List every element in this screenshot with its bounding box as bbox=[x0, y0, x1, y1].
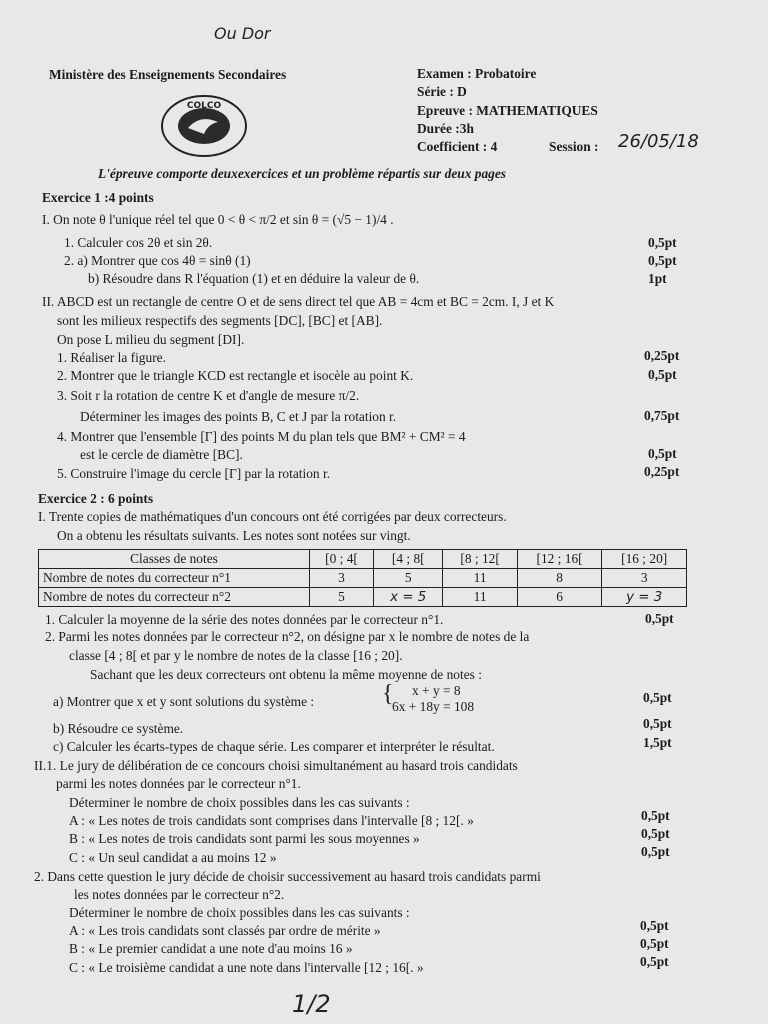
ex2-qb: b) Résoudre ce système. bbox=[53, 721, 184, 736]
ex1-p4a: 4. Montrer que l'ensemble [Γ] des points M du plan tels que BM² + CM² = 4 bbox=[57, 429, 466, 444]
ex1-p1: 1. Réaliser la figure. bbox=[57, 350, 166, 365]
ex1-q1-points: 0,5pt bbox=[648, 235, 677, 250]
ex1-q2b: b) Résoudre dans R l'équation (1) et en déduire la valeur de θ. bbox=[88, 271, 420, 286]
system-brace: { bbox=[382, 681, 394, 707]
ex1-p4-points: 0,5pt bbox=[648, 446, 677, 461]
ex2-A2: A : « Les trois candidats sont classés par ordre de mérite » bbox=[69, 923, 381, 938]
ministry-title: Ministère des Enseignements Secondaires bbox=[49, 67, 287, 82]
table-cell: 11 bbox=[443, 569, 517, 588]
ex1-p2: 2. Montrer que le triangle KCD est rectangle et isocèle au point K. bbox=[57, 368, 414, 383]
session-label: Session : bbox=[549, 139, 599, 154]
colco-logo bbox=[160, 94, 248, 158]
ex2-B2: B : « Le premier candidat a une note d'au moins 16 » bbox=[69, 941, 353, 956]
table-cell: Nombre de notes du correcteur n°2 bbox=[39, 588, 310, 607]
ex2-q2-line2: classe [4 ; 8[ et par y le nombre de notes de la classe [16 ; 20]. bbox=[69, 648, 403, 663]
ex1-q2b-points: 1pt bbox=[648, 271, 667, 286]
system-eq1: x + y = 8 bbox=[412, 683, 461, 698]
table-header-cell: [12 ; 16[ bbox=[517, 550, 602, 569]
table-cell: 3 bbox=[602, 569, 687, 588]
ex2-title: Exercice 2 : 6 points bbox=[38, 491, 154, 506]
ex2-A1-points: 0,5pt bbox=[641, 808, 670, 823]
ex2-B1-points: 0,5pt bbox=[641, 826, 670, 841]
ex2-II2-line1: 2. Dans cette question le jury décide de choisir successivement au hasard trois candidats parmi bbox=[34, 869, 541, 884]
ex2-C2: C : « Le troisième candidat a une note dans l'intervalle [12 ; 16[. » bbox=[69, 960, 424, 975]
system-eq2: 6x + 18y = 108 bbox=[392, 699, 475, 714]
ex1-p3b: Déterminer les images des points B, C et J par la rotation r. bbox=[80, 409, 397, 424]
ex1-p3-points: 0,75pt bbox=[644, 408, 680, 423]
ex2-qa: a) Montrer que x et y sont solutions du système : bbox=[53, 694, 315, 709]
ex1-p4b: est le cercle de diamètre [BC]. bbox=[80, 447, 243, 462]
ex1-II-line2: sont les milieux respectifs des segments [DC], [BC] et [AB]. bbox=[57, 313, 383, 328]
ex2-C1: C : « Un seul candidat a au moins 12 » bbox=[69, 850, 277, 865]
ex2-qa-points: 0,5pt bbox=[643, 690, 672, 705]
ex2-B2-points: 0,5pt bbox=[640, 936, 669, 951]
table-header-cell: Classes de notes bbox=[39, 550, 310, 569]
table-cell: 5 bbox=[310, 588, 374, 607]
table-cell: 6 bbox=[517, 588, 602, 607]
coefficient-label: Coefficient : 4 bbox=[417, 139, 498, 154]
session-handwritten: 26/05/18 bbox=[618, 131, 699, 152]
table-cell: 5 bbox=[374, 569, 443, 588]
table-cell-handwritten: x = 5 bbox=[374, 588, 443, 607]
ex1-p3a: 3. Soit r la rotation de centre K et d'angle de mesure π/2. bbox=[57, 388, 360, 403]
ex2-B1: B : « Les notes de trois candidats sont parmi les sous moyennes » bbox=[69, 831, 420, 846]
ex2-C2-points: 0,5pt bbox=[640, 954, 669, 969]
handwritten-annotation: Ou Dor bbox=[214, 24, 271, 43]
table-row bbox=[39, 588, 687, 607]
svg-text:COLCO: COLCO bbox=[186, 101, 222, 111]
ex2-C1-points: 0,5pt bbox=[641, 844, 670, 859]
ex2-II1-line3: Déterminer le nombre de choix possibles dans les cas suivants : bbox=[69, 795, 410, 810]
ex1-q2a-points: 0,5pt bbox=[648, 253, 677, 268]
ex1-q2a: 2. a) Montrer que cos 4θ = sinθ (1) bbox=[64, 253, 251, 268]
ex2-II2-line3: Déterminer le nombre de choix possibles dans les cas suivants : bbox=[69, 905, 410, 920]
epreuve-label: Epreuve : MATHEMATIQUES bbox=[417, 103, 598, 118]
page-number: 1/2 bbox=[292, 990, 331, 1018]
table-header-cell: [0 ; 4[ bbox=[310, 550, 374, 569]
ex2-q2-line3: Sachant que les deux correcteurs ont obtenu la même moyenne de notes : bbox=[90, 667, 482, 682]
ex1-p5-points: 0,25pt bbox=[644, 464, 680, 479]
ex1-p2-points: 0,5pt bbox=[648, 367, 677, 382]
exam-label: Examen : Probatoire bbox=[417, 66, 537, 81]
notes-table bbox=[38, 549, 687, 607]
table-header-cell: [8 ; 12[ bbox=[443, 550, 517, 569]
ex2-I-line2: On a obtenu les résultats suivants. Les notes sont notées sur vingt. bbox=[57, 528, 411, 543]
ex1-p1-points: 0,25pt bbox=[644, 348, 680, 363]
ex1-I-statement: I. On note θ l'unique réel tel que 0 < θ < π/2 et sin θ = (√5 − 1)/4 . bbox=[42, 212, 394, 227]
table-row bbox=[39, 569, 687, 588]
table-header-cell: [4 ; 8[ bbox=[374, 550, 443, 569]
table-header-row bbox=[39, 550, 687, 569]
ex2-q1-points: 0,5pt bbox=[645, 611, 674, 626]
ex1-title: Exercice 1 :4 points bbox=[42, 190, 154, 205]
ex2-A1: A : « Les notes de trois candidats sont comprises dans l'intervalle [8 ; 12[. » bbox=[69, 813, 474, 828]
ex2-A2-points: 0,5pt bbox=[640, 918, 669, 933]
ex1-q1: 1. Calculer cos 2θ et sin 2θ. bbox=[64, 235, 213, 250]
ex1-p5: 5. Construire l'image du cercle [Γ] par la rotation r. bbox=[57, 466, 331, 481]
ex1-II-line1: II. ABCD est un rectangle de centre O et de sens direct tel que AB = 4cm et BC = 2cm. I, J et K bbox=[42, 294, 555, 309]
ex2-qc-points: 1,5pt bbox=[643, 735, 672, 750]
table-cell: Nombre de notes du correcteur n°1 bbox=[39, 569, 310, 588]
ex2-qb-points: 0,5pt bbox=[643, 716, 672, 731]
duree-label: Durée :3h bbox=[417, 121, 474, 136]
ex2-II1-line1: II.1. Le jury de délibération de ce concours choisi simultanément au hasard trois candidats bbox=[34, 758, 518, 773]
ex2-II1-line2: parmi les notes données par le correcteur n°1. bbox=[56, 776, 301, 791]
ex2-q1: 1. Calculer la moyenne de la série des notes données par le correcteur n°1. bbox=[45, 612, 444, 627]
table-cell: 11 bbox=[443, 588, 517, 607]
ex1-II-line3: On pose L milieu du segment [DI]. bbox=[57, 332, 245, 347]
ex2-q2-line1: 2. Parmi les notes données par le correcteur n°2, on désigne par x le nombre de notes de la bbox=[45, 629, 530, 644]
table-cell: 3 bbox=[310, 569, 374, 588]
ex2-II2-line2: les notes données par le correcteur n°2. bbox=[74, 887, 285, 902]
intro-text: L'épreuve comporte deuxexercices et un problème répartis sur deux pages bbox=[98, 166, 506, 181]
table-cell: 8 bbox=[517, 569, 602, 588]
ex2-I-line1: I. Trente copies de mathématiques d'un concours ont été corrigées par deux correcteurs. bbox=[38, 509, 507, 524]
serie-label: Série : D bbox=[417, 84, 467, 99]
table-cell-handwritten: y = 3 bbox=[602, 588, 687, 607]
table-header-cell: [16 ; 20] bbox=[602, 550, 687, 569]
ex2-qc: c) Calculer les écarts-types de chaque série. Les comparer et interpréter le résultat. bbox=[53, 739, 495, 754]
